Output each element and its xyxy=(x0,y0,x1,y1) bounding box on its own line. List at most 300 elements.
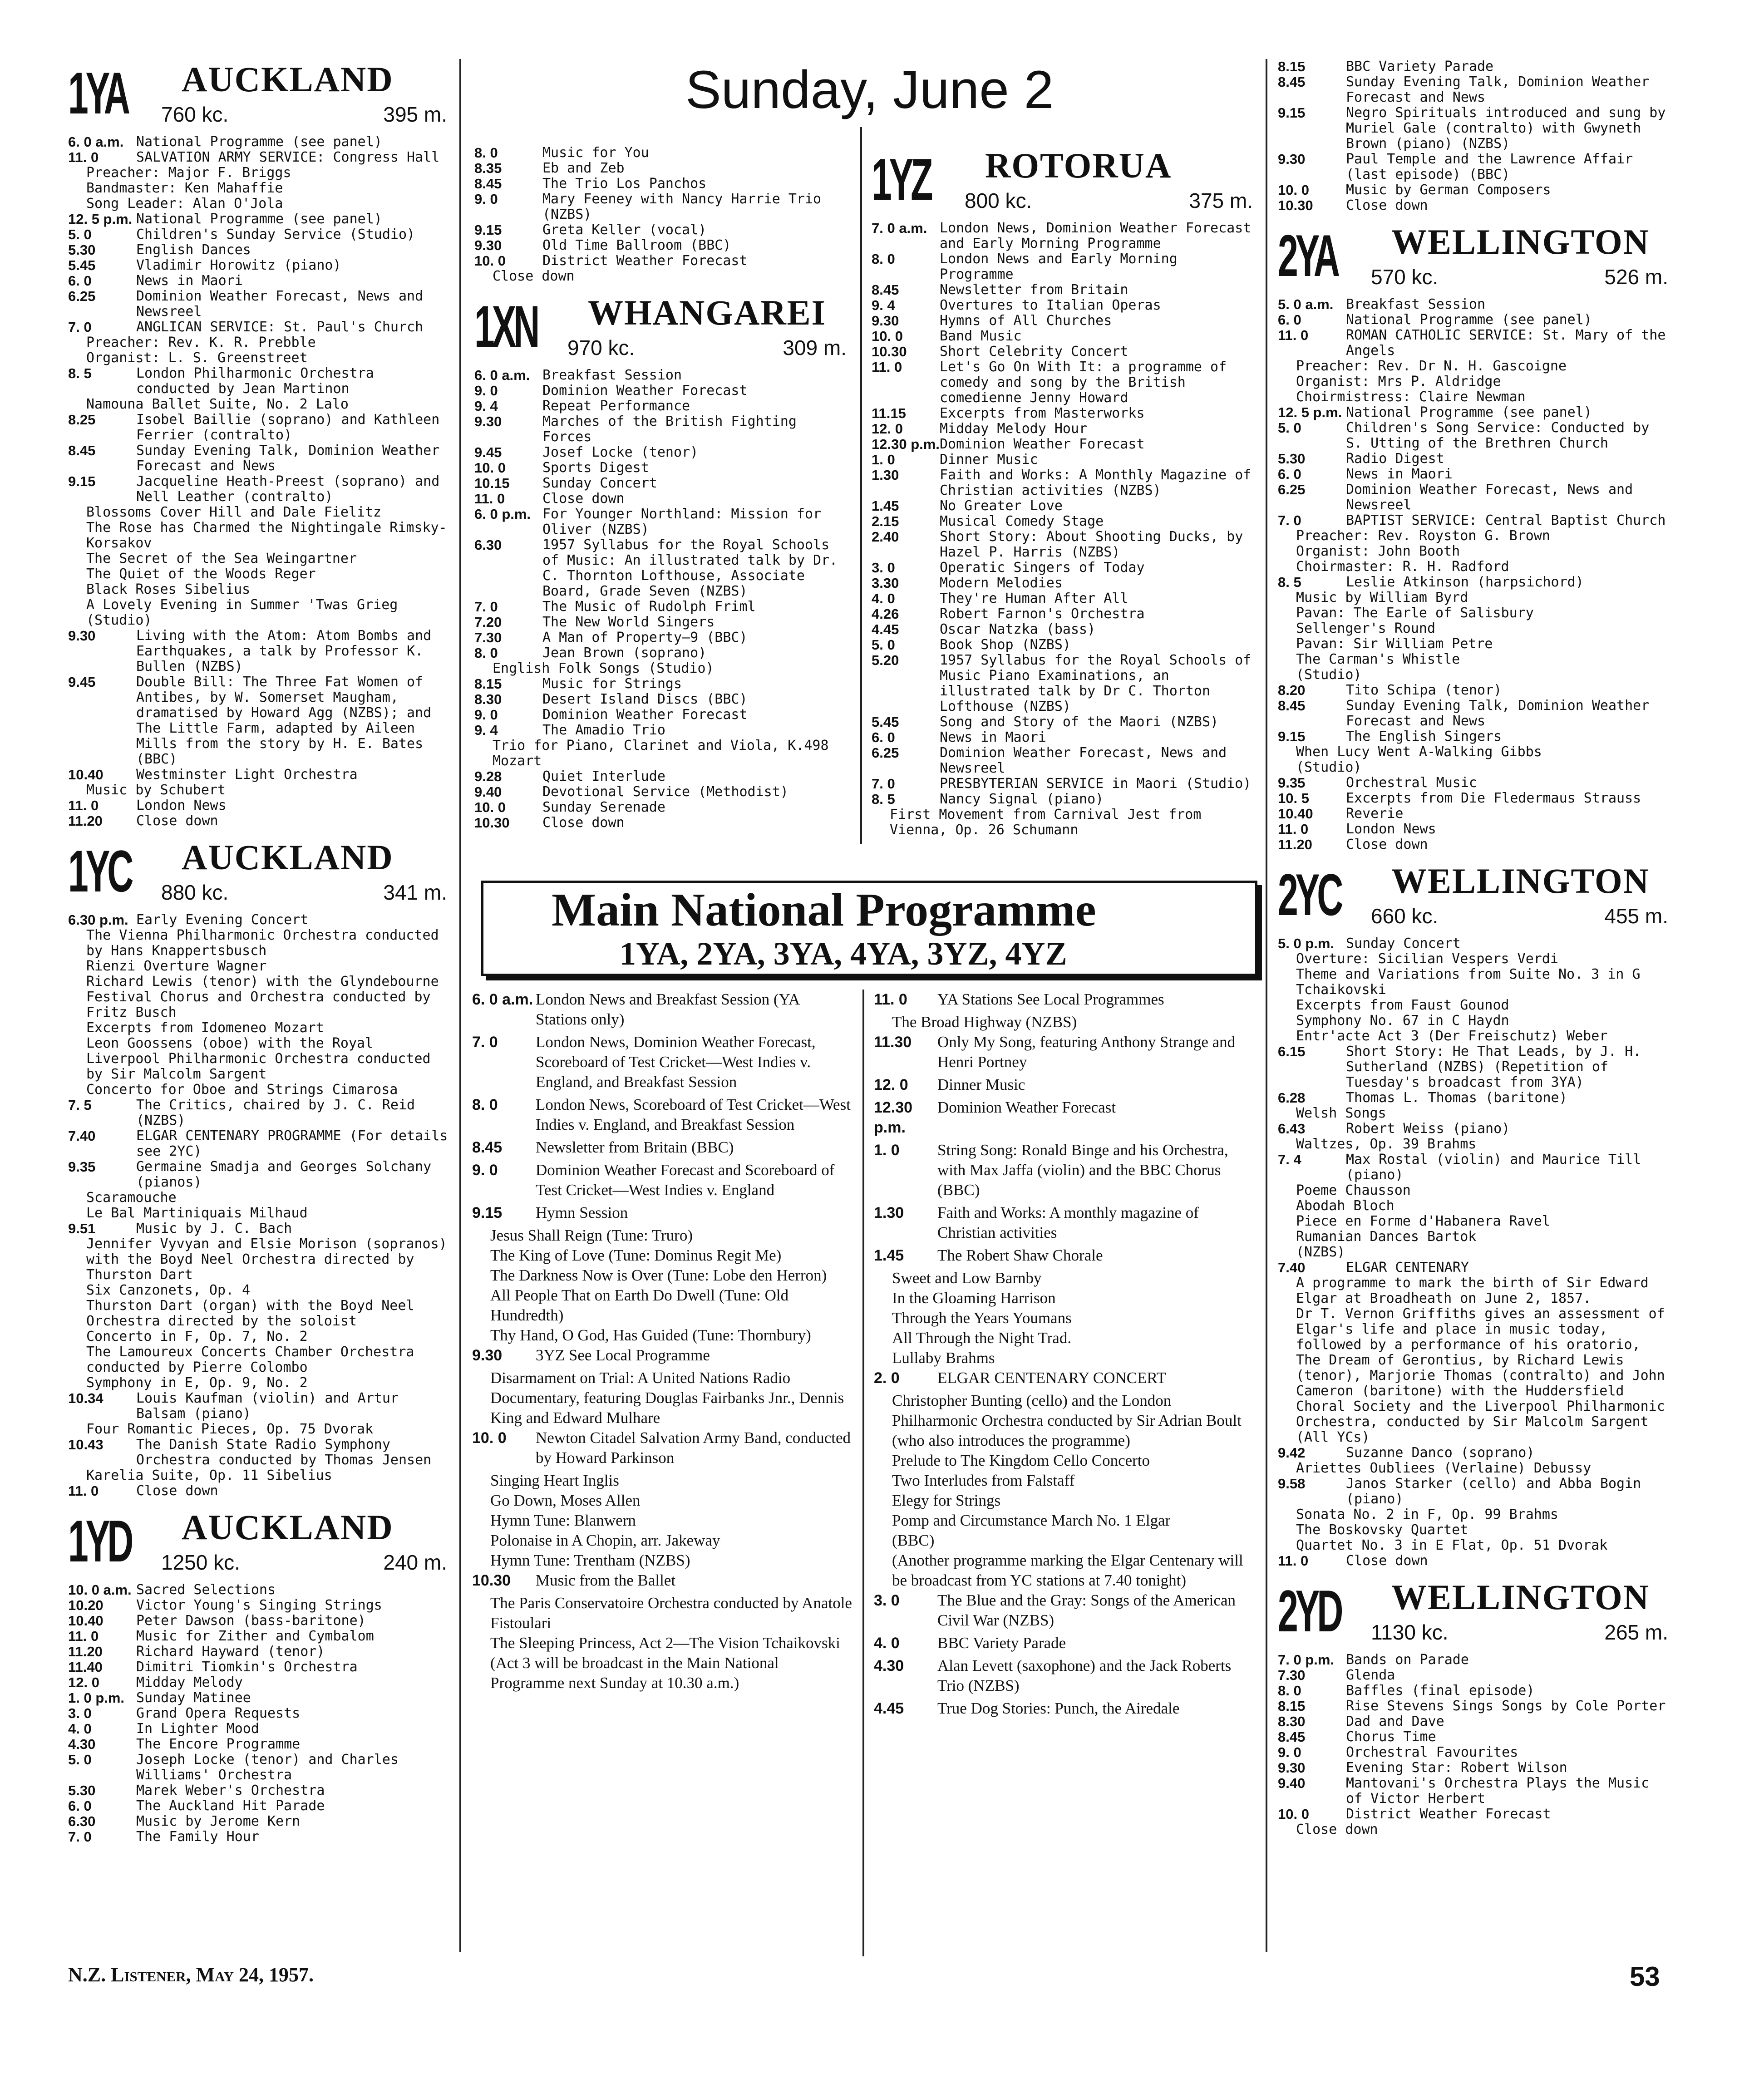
programme-time: 1.45 xyxy=(872,498,899,514)
programme-time: 4.30 xyxy=(68,1736,96,1752)
programme-time: 10.40 xyxy=(1278,806,1313,822)
station-block xyxy=(1278,1577,1673,1837)
programme-entry xyxy=(1278,1729,1673,1745)
programme-time: 6. 0 xyxy=(872,729,895,745)
programme-entry xyxy=(68,1629,452,1644)
programme-time: 8.15 xyxy=(1278,59,1306,74)
programme-time: 8. 0 xyxy=(872,251,895,267)
programme-entry xyxy=(474,414,851,445)
programme-title: Modern Melodies xyxy=(940,575,1063,591)
station-city: AUCKLAND xyxy=(182,59,394,99)
programme-entry xyxy=(874,1075,1260,1095)
programme-detail: Preacher: Major F. Briggs xyxy=(86,165,291,181)
programme-entry xyxy=(474,383,851,399)
programme-entry xyxy=(68,212,452,227)
programme-time: 7.40 xyxy=(68,1128,96,1144)
programme-title: Band Music xyxy=(940,328,1022,344)
programme-time: 10.34 xyxy=(68,1390,103,1406)
station-header xyxy=(872,145,1257,218)
main-national-title: Main National Programme xyxy=(552,884,1096,936)
programme-entry xyxy=(68,227,452,242)
programme-time: 9.30 xyxy=(474,237,502,253)
programme-title: English Dances xyxy=(136,242,251,258)
station-header xyxy=(68,837,452,910)
programme-title: No Greater Love xyxy=(940,498,1063,514)
programme-title: Sunday Concert xyxy=(542,475,657,491)
programme-time: 11. 0 xyxy=(874,991,907,1008)
programme-entry xyxy=(474,368,851,383)
programme-detail: Sonata No. 2 in F, Op. 99 Brahms xyxy=(1296,1507,1558,1522)
programme-entry xyxy=(1278,1152,1673,1183)
programme-title: A Man of Property—9 (BBC) xyxy=(542,630,748,645)
programme-entry xyxy=(1278,936,1673,951)
programme-time: 1. 0 xyxy=(874,1142,900,1159)
station-wavelength: 375 m. xyxy=(1189,189,1253,212)
programme-time: 8.45 xyxy=(1278,698,1306,714)
programme-detail: Polonaise in A Chopin, arr. Jakeway xyxy=(490,1531,720,1549)
programme-time: 9.45 xyxy=(68,674,96,690)
programme-title: Dominion Weather Forecast xyxy=(542,383,748,399)
programme-entry xyxy=(472,1032,853,1092)
programme-title: Eb and Zeb xyxy=(542,160,625,176)
main-national-box xyxy=(481,881,1257,976)
programme-entry xyxy=(872,714,1257,730)
programme-entry xyxy=(872,498,1257,514)
programme-entry xyxy=(874,1246,1260,1266)
programme-entry xyxy=(874,1591,1260,1630)
programme-entry xyxy=(68,320,452,335)
page-number: 53 xyxy=(1630,1961,1660,1992)
programme-time: 11. 0 xyxy=(68,1628,99,1644)
programme-entry xyxy=(1278,806,1673,822)
programme-detail: Song Leader: Alan O'Jola xyxy=(86,196,283,212)
programme-detail: Ariettes Oubliees (Verlaine) Debussy xyxy=(1296,1460,1592,1476)
programme-time: 11. 0 xyxy=(1278,821,1309,837)
programme-detail: The Rose has Charmed the Nightingale Rimsky-Korsakov xyxy=(86,520,447,551)
programme-title: Greta Keller (vocal) xyxy=(542,222,707,238)
programme-title: Robert Farnon's Orchestra xyxy=(940,606,1145,622)
programme-title: Close down xyxy=(136,1483,218,1499)
programme-entry xyxy=(474,161,851,176)
programme-entry xyxy=(68,289,452,320)
programme-time: 9.15 xyxy=(1278,105,1306,121)
programme-entry xyxy=(474,491,851,507)
station-call-sign: 2YC xyxy=(1278,862,1341,928)
programme-time: 5.20 xyxy=(872,652,899,668)
programme-entry xyxy=(474,192,851,222)
programme-time: 10. 0 xyxy=(1278,1806,1309,1822)
programme-title: Richard Hayward (tenor) xyxy=(136,1644,325,1660)
programme-time: 3. 0 xyxy=(872,560,895,576)
programme-time: 7. 0 xyxy=(872,776,895,792)
station-block xyxy=(474,145,851,284)
programme-time: 9.30 xyxy=(472,1347,503,1364)
programme-title: Orchestral Music xyxy=(1346,775,1477,791)
programme-time: 9.40 xyxy=(1278,1775,1306,1791)
programme-time: 8.15 xyxy=(474,676,502,692)
programme-entry xyxy=(472,1095,853,1135)
programme-detail: (Studio) xyxy=(1296,667,1362,683)
station-block xyxy=(1278,222,1673,852)
programme-title: Sacred Selections xyxy=(136,1582,276,1598)
programme-title: Dominion Weather Forecast xyxy=(542,707,748,723)
programme-title: Close down xyxy=(136,813,218,829)
programme-title: Music for You xyxy=(542,145,649,161)
programme-time: 9. 0 xyxy=(1278,1744,1301,1760)
programme-title: Dominion Weather Forecast xyxy=(937,1098,1116,1116)
programme-entry xyxy=(1278,405,1673,420)
programme-time: 12. 5 p.m. xyxy=(1278,404,1342,420)
programme-detail: The Carman's Whistle xyxy=(1296,651,1460,667)
programme-title: Robert Weiss (piano) xyxy=(1346,1121,1510,1137)
programme-time: 10. 0 xyxy=(472,1429,507,1447)
programme-detail: Organist: John Booth xyxy=(1296,543,1460,559)
programme-time: 9.15 xyxy=(472,1204,503,1221)
programme-entry xyxy=(68,1660,452,1675)
station-city: WELLINGTON xyxy=(1391,222,1650,261)
programme-entry xyxy=(874,1203,1260,1243)
programme-title: Faith and Works: A Monthly Magazine of Christian activities (NZBS) xyxy=(940,467,1252,498)
programme-detail: Richard Lewis (tenor) with the Glyndebourne Festival Chorus and Orchestra conducted by Fritz Busch xyxy=(86,974,439,1020)
programme-entry xyxy=(472,1138,853,1157)
programme-title: Westminster Light Orchestra xyxy=(136,767,358,783)
programme-entry xyxy=(1278,328,1673,359)
programme-title: Peter Dawson (bass-baritone) xyxy=(136,1613,366,1629)
programme-title: ELGAR CENTENARY PROGRAMME (For details see 2YC) xyxy=(136,1128,448,1159)
programme-title: Close down xyxy=(542,491,625,507)
programme-title: Grand Opera Requests xyxy=(136,1705,301,1721)
programme-entry xyxy=(68,443,452,474)
programme-entry xyxy=(474,815,851,831)
programme-entry xyxy=(474,630,851,645)
station-call-sign: 1YD xyxy=(68,1508,131,1574)
programme-title: Sunday Evening Talk, Dominion Weather Forecast and News xyxy=(1346,698,1650,729)
programme-title: Hymns of All Churches xyxy=(940,313,1112,329)
programme-entry xyxy=(474,507,851,537)
programme-time: 7. 0 xyxy=(1278,512,1301,528)
column-rule-2 xyxy=(860,127,862,844)
programme-detail: Bandmaster: Ken Mahaffie xyxy=(86,180,283,196)
programme-detail: Blossoms Cover Hill and Dale Fielitz xyxy=(86,504,382,520)
programme-title: Tito Schipa (tenor) xyxy=(1346,682,1502,698)
programme-detail: Elegy for Strings xyxy=(892,1492,1001,1509)
programme-detail: (Studio) xyxy=(86,612,152,628)
programme-time: 9. 0 xyxy=(474,383,498,399)
programme-title: Close down xyxy=(1346,837,1428,852)
programme-entry xyxy=(1278,1714,1673,1729)
programme-time: 9.28 xyxy=(474,768,502,784)
programme-title: Janos Starker (cello) and Abba Bogin (piano) xyxy=(1346,1476,1641,1507)
programme-entry xyxy=(874,1699,1260,1719)
programme-detail: Lullaby Brahms xyxy=(892,1349,995,1367)
programme-time: 9.30 xyxy=(474,414,502,429)
programme-title: Music for Strings xyxy=(542,676,682,692)
programme-detail: Close down xyxy=(1296,1822,1378,1837)
programme-title: Musical Comedy Stage xyxy=(940,513,1104,529)
programme-title: They're Human After All xyxy=(940,591,1128,606)
programme-time: 12.30 p.m. xyxy=(874,1099,913,1136)
programme-entry xyxy=(874,1656,1260,1696)
programme-title: Breakfast Session xyxy=(542,367,682,383)
programme-time: 10.40 xyxy=(68,767,103,783)
programme-detail: Preacher: Rev. Dr N. H. Gascoigne xyxy=(1296,358,1567,374)
programme-title: In Lighter Mood xyxy=(136,1721,259,1737)
programme-detail: Go Down, Moses Allen xyxy=(490,1492,641,1509)
programme-entry xyxy=(1278,482,1673,513)
programme-title: Oscar Natzka (bass) xyxy=(940,621,1096,637)
programme-entry xyxy=(68,1644,452,1660)
programme-title: Dad and Dave xyxy=(1346,1714,1444,1729)
programme-time: 10. 0 a.m. xyxy=(68,1582,132,1598)
programme-title: London News and Breakfast Session (YA Stations only) xyxy=(536,990,799,1028)
programme-entry xyxy=(1278,1260,1673,1275)
programme-title: National Programme (see panel) xyxy=(1346,312,1592,328)
programme-entry xyxy=(68,1783,452,1798)
programme-detail: The Paris Conservatoire Orchestra conducted by Anatole Fistoulari xyxy=(490,1594,852,1632)
programme-time: 9.35 xyxy=(1278,775,1306,791)
programme-title: London News and Early Morning Programme xyxy=(940,251,1178,282)
programme-detail: Pavan: Sir William Petre xyxy=(1296,636,1493,652)
programme-title: 1957 Syllabus for the Royal Schools of Music Piano Examinations, an illustrated talk by Dr C. Thorton Lofthouse (NZBS) xyxy=(940,652,1252,714)
programme-title: Sunday Evening Talk, Dominion Weather Forecast and News xyxy=(136,443,440,474)
programme-entry xyxy=(472,1160,853,1200)
programme-time: 9.58 xyxy=(1278,1476,1306,1492)
programme-entry xyxy=(68,813,452,829)
programme-detail: Pomp and Circumstance March No. 1 Elgar xyxy=(892,1512,1171,1529)
programme-detail: Concerto in F, Op. 7, No. 2 xyxy=(86,1329,308,1344)
programme-title: ELGAR CENTENARY xyxy=(1346,1260,1469,1275)
programme-time: 11.40 xyxy=(68,1659,103,1675)
programme-entry xyxy=(1278,698,1673,729)
programme-title: Dinner Music xyxy=(940,452,1038,468)
programme-title: For Younger Northland: Mission for Oliver (NZBS) xyxy=(542,506,822,537)
programme-detail: Jennifer Vyvyan and Elsie Morison (sopranos) with the Boyd Neel Orchestra directed by Thurston Dart xyxy=(86,1236,447,1283)
programme-entry xyxy=(872,452,1257,468)
programme-detail: Concerto for Oboe and Strings Cimarosa xyxy=(86,1082,398,1098)
programme-detail: Organist: L. S. Greenstreet xyxy=(86,350,308,366)
programme-title: Glenda xyxy=(1346,1667,1395,1683)
station-wavelength: 395 m. xyxy=(383,103,447,126)
programme-entry xyxy=(874,1140,1260,1200)
programme-detail: Overture: Sicilian Vespers Verdi xyxy=(1296,951,1558,967)
programme-entry xyxy=(68,273,452,289)
programme-time: 9.30 xyxy=(1278,1760,1306,1776)
programme-time: 9.30 xyxy=(872,313,899,329)
station-header xyxy=(1278,861,1673,933)
programme-time: 6.43 xyxy=(1278,1121,1306,1137)
programme-entry xyxy=(1278,198,1673,213)
programme-title: Dominion Weather Forecast and Scoreboard of Test Cricket—West Indies v. England xyxy=(536,1161,835,1199)
programme-detail: (BBC) xyxy=(892,1531,935,1549)
programme-time: 8.45 xyxy=(1278,74,1306,90)
programme-entry xyxy=(872,406,1257,421)
programme-time: 6. 0 xyxy=(68,273,92,289)
programme-title: Short Story: He That Leads, by J. H. Sutherland (NZBS) (Repetition of Tuesday's broadcast from 3YA) xyxy=(1346,1044,1641,1090)
programme-detail: Excerpts from Faust Gounod xyxy=(1296,997,1509,1013)
programme-title: District Weather Forecast xyxy=(1346,1806,1551,1822)
programme-title: 1957 Syllabus for the Royal Schools of Music: An illustrated talk by Dr. C. Thornton Lofthouse, Associate Board, Grade Seven (NZBS) xyxy=(542,537,838,599)
programme-detail: A programme to mark the birth of Sir Edward Elgar at Broadheath on June 2, 1857. xyxy=(1296,1275,1649,1306)
programme-detail: The Sleeping Princess, Act 2—The Vision Tchaikovski xyxy=(490,1634,840,1652)
programme-entry xyxy=(872,251,1257,282)
programme-entry xyxy=(874,1368,1260,1388)
programme-title: Marek Weber's Orchestra xyxy=(136,1783,325,1798)
programme-detail: Through the Years Youmans xyxy=(892,1309,1072,1327)
programme-entry xyxy=(1278,683,1673,698)
programme-entry xyxy=(1278,1760,1673,1776)
programme-title: London News, Dominion Weather Forecast, Scoreboard of Test Cricket—West Indies v. England, and Breakfast Session xyxy=(536,1033,816,1091)
programme-title: The Critics, chaired by J. C. Reid (NZBS) xyxy=(136,1097,415,1128)
programme-detail: The King of Love (Tune: Dominus Regit Me) xyxy=(490,1246,782,1264)
programme-title: BBC Variety Parade xyxy=(1346,59,1494,74)
programme-time: 5. 0 p.m. xyxy=(1278,936,1335,951)
programme-time: 6. 0 a.m. xyxy=(474,367,530,383)
programme-time: 5. 0 a.m. xyxy=(1278,296,1334,312)
station-frequency: 800 kc. xyxy=(965,189,1032,212)
programme-time: 3. 0 xyxy=(874,1592,900,1609)
station-wavelength: 455 m. xyxy=(1604,904,1668,928)
programme-time: 9. 4 xyxy=(474,398,498,414)
programme-entry xyxy=(474,222,851,238)
programme-entry xyxy=(872,282,1257,298)
programme-entry xyxy=(474,800,851,815)
programme-time: 5.30 xyxy=(68,242,96,258)
programme-title: The Music of Rudolph Friml xyxy=(542,599,756,615)
programme-entry xyxy=(472,1203,853,1223)
programme-title: Dominion Weather Forecast, News and Newsreel xyxy=(940,745,1227,776)
programme-entry xyxy=(1278,1553,1673,1569)
programme-detail: Pavan: The Earle of Salisbury xyxy=(1296,605,1534,621)
programme-entry xyxy=(874,990,1260,1009)
programme-title: BBC Variety Parade xyxy=(937,1634,1066,1652)
programme-title: Negro Spirituals introduced and sung by Muriel Gale (contralto) with Gwyneth Brown (piano) (NZBS) xyxy=(1346,105,1666,152)
programme-title: Rise Stevens Sings Songs by Cole Porter xyxy=(1346,1698,1666,1714)
programme-title: Children's Song Service: Conducted by S. Utting of the Brethren Church xyxy=(1346,420,1650,451)
programme-entry xyxy=(68,1829,452,1845)
programme-title: Music by J. C. Bach xyxy=(136,1221,292,1236)
programme-title: Sunday Matinee xyxy=(136,1690,251,1706)
programme-detail: First Movement from Carnival Jest from Vienna, Op. 26 Schumann xyxy=(890,807,1202,838)
programme-time: 9.42 xyxy=(1278,1445,1306,1461)
programme-title: Victor Young's Singing Strings xyxy=(136,1597,382,1613)
programme-time: 12. 0 xyxy=(872,421,903,437)
programme-entry xyxy=(474,145,851,161)
programme-time: 8.20 xyxy=(1278,682,1306,698)
main-national-stations: 1YA, 2YA, 3YA, 4YA, 3YZ, 4YZ xyxy=(620,936,1067,972)
programme-title: Bands on Parade xyxy=(1346,1652,1469,1668)
programme-title: Suzanne Danco (soprano) xyxy=(1346,1445,1535,1461)
programme-entry xyxy=(872,591,1257,606)
programme-time: 2. 0 xyxy=(874,1369,900,1387)
programme-entry xyxy=(68,1582,452,1598)
column-rule-main xyxy=(862,990,864,1956)
programme-time: 11.20 xyxy=(68,1644,103,1660)
programme-entry xyxy=(68,1798,452,1814)
programme-title: Desert Island Discs (BBC) xyxy=(542,691,748,707)
programme-title: Newsletter from Britain (BBC) xyxy=(536,1138,734,1156)
programme-title: Dimitri Tiomkin's Orchestra xyxy=(136,1659,358,1675)
station-wavelength: 265 m. xyxy=(1604,1620,1668,1644)
programme-time: 9. 0 xyxy=(474,707,498,723)
programme-entry xyxy=(68,242,452,258)
programme-title: Breakfast Session xyxy=(1346,296,1486,312)
programme-time: 11.15 xyxy=(872,405,906,421)
column-rule-1 xyxy=(459,59,461,1952)
programme-title: The Trio Los Panchos xyxy=(542,176,707,192)
programme-title: The Family Hour xyxy=(136,1829,259,1845)
programme-entry xyxy=(474,692,851,707)
programme-time: 9. 0 xyxy=(472,1162,498,1179)
programme-entry xyxy=(68,1706,452,1721)
programme-entry xyxy=(872,437,1257,452)
programme-time: 5.45 xyxy=(872,714,899,730)
programme-time: 4.45 xyxy=(872,621,899,637)
programme-detail: Symphony No. 67 in C Haydn xyxy=(1296,1013,1509,1029)
programme-time: 9.15 xyxy=(1278,729,1306,744)
station-block xyxy=(68,59,452,829)
programme-entry xyxy=(872,313,1257,329)
programme-entry xyxy=(872,792,1257,807)
programme-entry xyxy=(474,723,851,738)
programme-entry xyxy=(68,1675,452,1690)
programme-title: Evening Star: Robert Wilson xyxy=(1346,1760,1567,1776)
programme-title: District Weather Forecast xyxy=(542,253,748,269)
column-rule-3 xyxy=(1266,59,1267,1952)
programme-title: National Programme (see panel) xyxy=(136,211,382,227)
programme-title: Old Time Ballroom (BBC) xyxy=(542,237,731,253)
programme-time: 3.30 xyxy=(872,575,899,591)
programme-entry xyxy=(872,514,1257,529)
programme-detail: Poeme Chausson xyxy=(1296,1182,1411,1198)
programme-entry xyxy=(872,529,1257,560)
station-frequency: 880 kc. xyxy=(161,881,229,904)
programme-entry xyxy=(68,1391,452,1422)
programme-detail: Organist: Mrs P. Aldridge xyxy=(1296,374,1501,389)
column-left xyxy=(68,59,452,1853)
programme-time: 9.30 xyxy=(68,628,96,644)
programme-entry xyxy=(874,1633,1260,1653)
column-right xyxy=(1278,59,1673,1846)
programme-time: 8.45 xyxy=(472,1139,503,1156)
programme-title: Sports Digest xyxy=(542,460,649,476)
programme-time: 7. 0 xyxy=(68,1829,92,1845)
programme-title: True Dog Stories: Punch, the Airedale xyxy=(937,1699,1180,1717)
programme-time: 10.40 xyxy=(68,1613,103,1629)
programme-entry xyxy=(1278,297,1673,312)
programme-entry xyxy=(68,1814,452,1829)
programme-entry xyxy=(68,1613,452,1629)
programme-time: 11. 0 xyxy=(474,491,505,507)
programme-title: Faith and Works: A monthly magazine of Christian activities xyxy=(937,1204,1199,1241)
programme-time: 10. 0 xyxy=(1278,182,1309,198)
programme-time: 6.30 xyxy=(68,1813,96,1829)
programme-entry xyxy=(68,474,452,505)
programme-time: 6. 0 xyxy=(68,1798,92,1814)
programme-detail: Two Interludes from Falstaff xyxy=(892,1472,1075,1489)
programme-time: 7. 0 p.m. xyxy=(1278,1652,1335,1668)
programme-entry xyxy=(68,1098,452,1128)
programme-time: 4. 0 xyxy=(68,1721,92,1737)
programme-time: 1.30 xyxy=(872,467,899,483)
programme-entry xyxy=(872,468,1257,498)
programme-detail: Waltzes, Op. 39 Brahms xyxy=(1296,1136,1477,1152)
programme-detail: All People That on Earth Do Dwell (Tune: Old Hundredth) xyxy=(490,1286,789,1324)
programme-detail: Prelude to The Kingdom Cello Concerto xyxy=(892,1452,1150,1469)
programme-title: SALVATION ARMY SERVICE: Congress Hall xyxy=(136,149,440,165)
programme-entry xyxy=(1278,1445,1673,1461)
programme-entry xyxy=(68,258,452,273)
programme-title: Jean Brown (soprano) xyxy=(542,645,707,661)
